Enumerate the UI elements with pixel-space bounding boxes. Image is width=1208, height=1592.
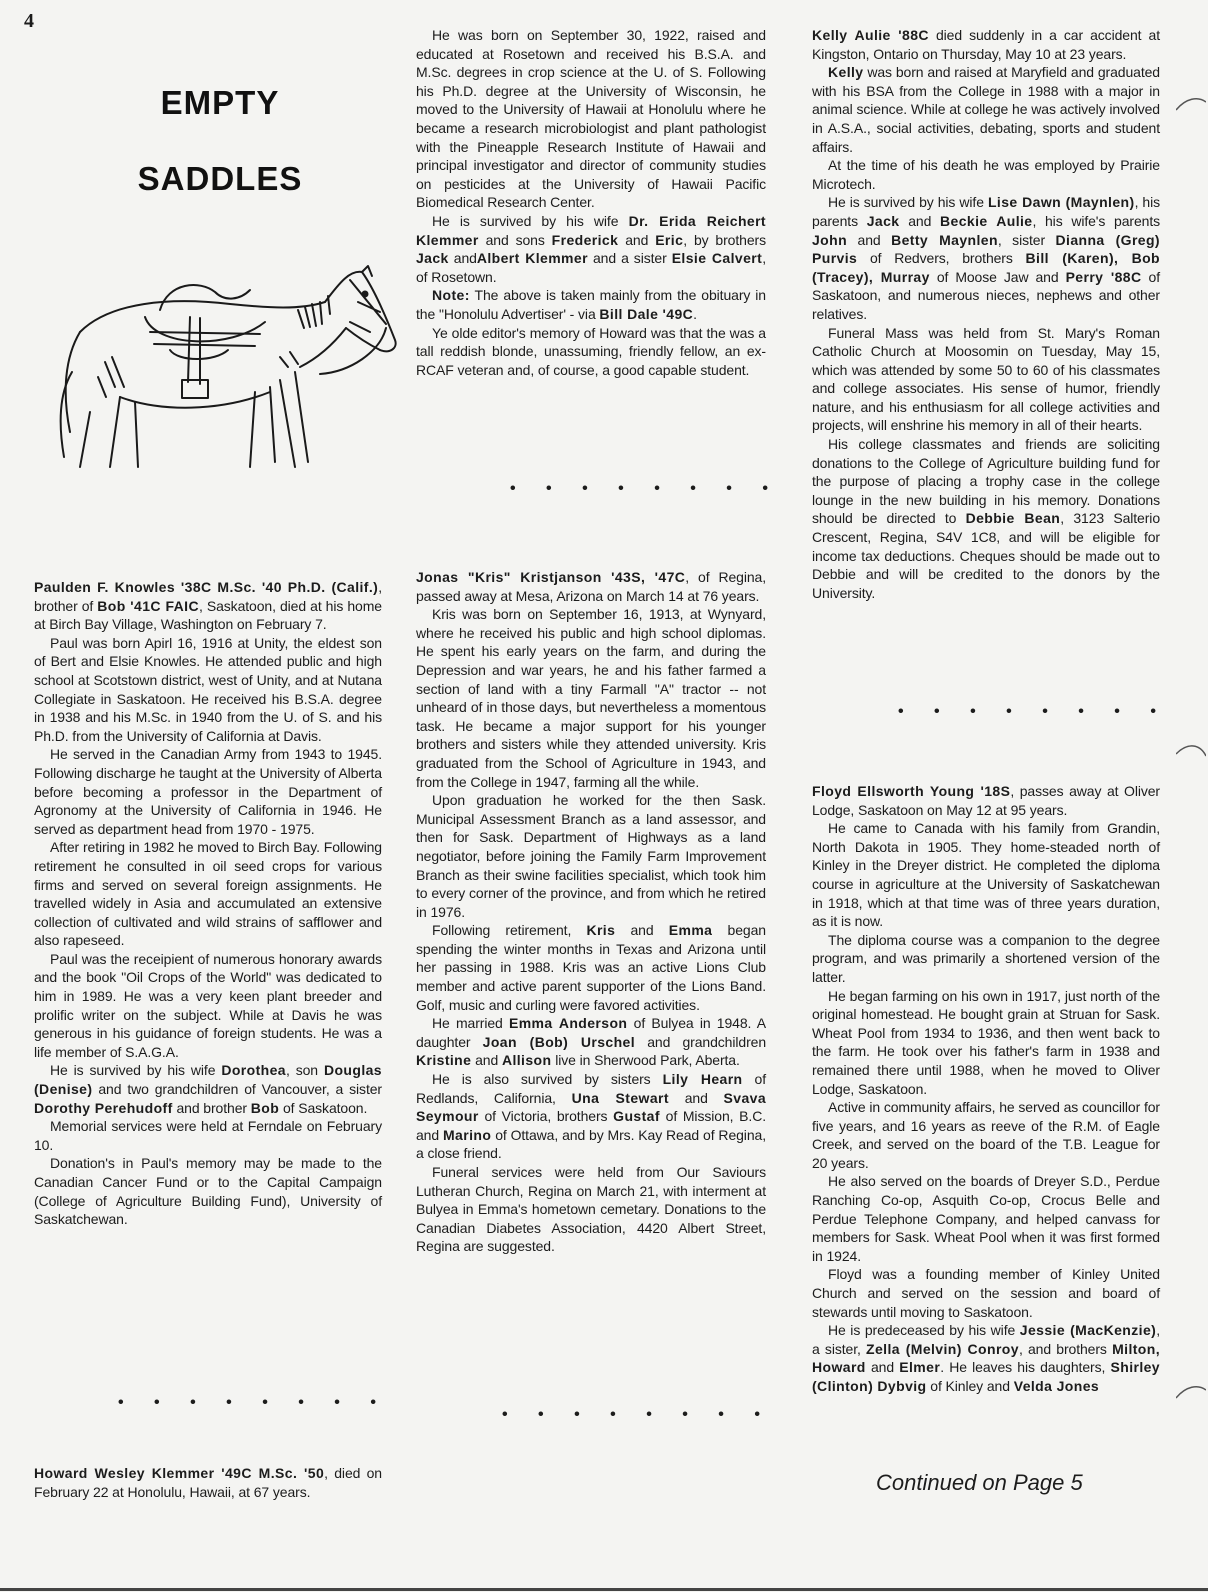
- aulie-paragraph: Funeral Mass was held from St. Mary's Roman Catholic Church at Moosomin on Tuesday, May 15, which was attended by some 50 to 60 of his classmates and college associates. His sense of humor, friendly nature, and his enthusiasm for all college activities and projects, will enshrine his memory in all of their hearts.: [812, 324, 1160, 434]
- person-name: Dianna (Greg) Purvis: [812, 231, 1160, 267]
- person-name: Beckie Aulie: [940, 212, 1033, 229]
- text-run: and: [899, 212, 940, 229]
- text-run: live in Sherwood Park, Aberta.: [551, 1052, 740, 1069]
- aulie-donations: [812, 435, 1160, 602]
- saddled-horse-illustration: [50, 262, 400, 472]
- obituary-klemmer-continued: [416, 26, 766, 379]
- page-edge-curl: [1176, 740, 1206, 762]
- page-number: 4: [24, 10, 34, 32]
- person-name: Lise Dawn (Maynlen): [987, 194, 1135, 211]
- aulie-lead: [812, 26, 1160, 63]
- text-run: He is survived by his wife: [432, 212, 629, 229]
- knowles-lead-text-2: , Saskatoon, died at his home at Birch Bay Village, Washington on February 7.: [34, 597, 382, 633]
- text-run: of Saskatoon, and numerous nieces, nephews and other relatives.: [812, 268, 1161, 322]
- note-label: Note:: [432, 287, 470, 304]
- text-run: , 3123 Salterio Crescent, Regina, S4V 1C8, and will be eligible for income tax deductions. Cheques should be made out to Debbie and will be credited to the donors by the University.: [812, 510, 1160, 601]
- person-name: Svava Seymour: [416, 1089, 767, 1125]
- text-run: and: [448, 250, 477, 267]
- headline-saddles: SADDLES: [137, 160, 303, 197]
- text-run: and: [865, 1359, 900, 1376]
- text-run: and: [615, 922, 669, 939]
- person-name: Dorothea: [221, 1062, 286, 1079]
- person-name: Jack: [866, 212, 900, 229]
- text-run: , sister: [997, 231, 1056, 248]
- person-name: John: [812, 231, 848, 248]
- text-run: of Saskatoon.: [279, 1099, 368, 1116]
- text-run: He is predeceased by his wife: [828, 1322, 1020, 1339]
- young-paragraph: Floyd was a founding member of Kinley United Church and served on the session and board of stewards until moving to Saskatoon.: [812, 1266, 1160, 1320]
- person-name: Emma: [668, 922, 713, 939]
- text-run: , a sister,: [812, 1322, 1160, 1357]
- klemmer-lead: [34, 1464, 382, 1501]
- aulie-paragraph: At the time of his death he was employed by Prairie Microtech.: [812, 157, 1160, 192]
- kristjanson-lead-text: , of Regina, passed away at Mesa, Arizona on March 14 at 76 years.: [416, 569, 766, 604]
- aulie-background: [812, 63, 1160, 156]
- obituary-klemmer-lead: [34, 1464, 382, 1501]
- obituary-aulie: [812, 26, 1160, 602]
- young-paragraph: He came to Canada with his family from Grandin, North Dakota in 1905. They home-steaded north of Kinley in the Dreyer district. He completed the diploma course in agriculture at the University of Saskatchewan in 1918, which at that time was of three years duration, as it is now.: [812, 820, 1160, 930]
- person-name: Jessie (MacKenzie): [1019, 1322, 1157, 1339]
- knowles-lead: [34, 578, 382, 634]
- person-name: Joan (Bob) Urschel: [482, 1033, 636, 1050]
- young-paragraph: He also served on the boards of Dreyer S.D., Perdue Ranching Co-op, Asquith Co-op, Crocus Belle and Perdue Telephone Company, and helped canvass for members for Sask. Wheat Pool when it was first formed in 1924.: [812, 1173, 1160, 1264]
- klemmer-note: [416, 286, 766, 323]
- klemmer-paragraph: Ye olde editor's memory of Howard was that the was a tall reddish blonde, unassuming, friendly fellow, an ex-RCAF veteran and, of course, a good capable student.: [416, 324, 766, 378]
- text-run: He married: [432, 1015, 509, 1032]
- person-name: Bill Dale '49C: [599, 305, 694, 322]
- text-run: and sons: [478, 231, 552, 248]
- text-run: of Ottawa, and by Mrs. Kay Read of Regina, a close friend.: [416, 1126, 766, 1162]
- person-name: Kris: [586, 922, 616, 939]
- klemmer-survivors: [416, 212, 766, 286]
- text-run: of Victoria, brothers: [478, 1108, 614, 1125]
- continued-note: Continued on Page 5: [876, 1470, 1083, 1495]
- text-run: He is survived by his wife: [828, 194, 988, 211]
- separator-dots: • • • • • • • •: [502, 1406, 773, 1423]
- knowles-paragraph: Donation's in Paul's memory may be made to the Canadian Cancer Fund or to the Capital Campaign (College of Agriculture Building Fund), University of Saskatchewan.: [34, 1155, 382, 1228]
- kristjanson-siblings: [416, 1070, 766, 1163]
- headline-empty: EMPTY: [160, 84, 280, 121]
- young-paragraph: He began farming on his own in 1917, just north of the original homestead. He bought grain at Struan for Sask. Wheat Pool from 1934 to 1936, and then went back to the farm. He took over his father's farm in 1938 and remained there until 1988, when he moved to Oliver Lodge, Saskatoon.: [812, 987, 1160, 1097]
- text-run: and a sister: [587, 250, 672, 267]
- person-name: Allison: [501, 1052, 552, 1069]
- text-run: of Moose Jaw and: [929, 268, 1066, 285]
- person-name: Eric: [655, 231, 684, 248]
- text-run: of Mission, B.C. and: [416, 1108, 766, 1143]
- person-name: Lily Hearn: [662, 1071, 743, 1088]
- aulie-name: Kelly Aulie '88C: [812, 27, 929, 43]
- kristjanson-name: Jonas "Kris" Kristjanson '43S, '47C: [416, 569, 686, 585]
- person-name: Milton, Howard: [812, 1340, 1160, 1376]
- text-run: of Bulyea in 1948. A daughter: [416, 1015, 767, 1050]
- person-name: Debbie Bean: [965, 510, 1061, 527]
- text-run: and: [668, 1089, 724, 1106]
- knowles-brother: Bob '41C FAIC: [97, 597, 199, 614]
- knowles-paragraph: Memorial services were held at Ferndale on February 10.: [34, 1118, 382, 1153]
- person-name: Emma Anderson: [508, 1015, 628, 1032]
- kristjanson-family: [416, 1014, 766, 1070]
- person-name: Bob: [250, 1099, 280, 1116]
- text-run: The above is taken mainly from the obituary in the "Honolulu Advertiser' - via: [416, 287, 766, 322]
- person-name: Jack: [416, 250, 449, 267]
- person-name: Zella (Melvin) Conroy: [866, 1340, 1019, 1357]
- person-name: Velda Jones: [1013, 1378, 1100, 1394]
- text-run: of Redvers, brothers: [857, 250, 1026, 267]
- obituary-knowles: [34, 578, 382, 1229]
- person-name: Perry '88C: [1065, 268, 1142, 285]
- klemmer-paragraph: He was born on September 30, 1922, raised and educated at Rosetown and received his B.S.A. and M.Sc. degrees in crop science at the U. of S. Following his Ph.D. degree at the University of Wisconsin, he moved to the University of Hawaii at Honolulu where he became a research microbiologist and plant pathologist with the Pineapple Research Institute of Hawaii and principal investigator and director of community studies on pesticides at the University of Hawaii Pacific Biomedical Research Center.: [416, 27, 766, 211]
- page-edge-curl: [1176, 1380, 1206, 1402]
- person-name: Una Stewart: [571, 1089, 669, 1106]
- person-name: Shirley (Clinton) Dybvig: [812, 1359, 1160, 1394]
- knowles-paragraph: He served in the Canadian Army from 1943 to 1945. Following discharge he taught at the University of Alberta before becoming a professor in the Department of Agronomy at the University of California in 1946. He served as department head from 1970 - 1975.: [34, 746, 382, 837]
- page-bottom-edge: [0, 1588, 1208, 1591]
- person-name: Betty Maynlen: [891, 231, 998, 248]
- text-run: He is survived by his wife: [50, 1062, 222, 1079]
- obituary-kristjanson: [416, 568, 766, 1256]
- text-run: , of Rosetown.: [416, 250, 766, 285]
- text-run: and: [847, 231, 892, 248]
- young-paragraph: Active in community affairs, he served as councillor for five years, and 16 years as reeve of the R.M. of Eagle Creek, and served on the board of the T.B. League for 20 years.: [812, 1099, 1160, 1171]
- kristjanson-paragraph: Upon graduation he worked for the then Sask. Municipal Assessment Branch as a land assessor, and then for Sask. Department of Highways as a land negotiator, before joining the Family Farm Improvement Branch as their swine facilities specialist, which took him to every corner of the province, and from which he retired in 1976.: [416, 792, 766, 920]
- person-name: Dorothy Perehudoff: [34, 1099, 173, 1116]
- text-run: and two grandchildren of Vancouver, a sister: [92, 1081, 382, 1098]
- text-run: , by brothers: [683, 231, 766, 248]
- text-run: and grandchildren: [635, 1033, 767, 1050]
- knowles-lead-text: , brother of: [34, 579, 382, 614]
- young-lead-text: , passes away at Oliver Lodge, Saskatoon on May 12 at 95 years.: [812, 783, 1160, 818]
- text-run: and: [471, 1052, 502, 1069]
- person-name: Bill (Karen), Bob (Tracey), Murray: [812, 250, 1160, 285]
- person-name: Kristine: [416, 1052, 472, 1069]
- knowles-paragraph: Paul was born Apirl 16, 1916 at Unity, the eldest son of Bert and Elsie Knowles. He attended public and high school at Scotstown district, west of Unity, and at Nutana Collegiate in Saskatoon. He received his B.S.A. degree in 1938 and his M.Sc. in 1940 from the U. of S. and his Ph.D. from the University of California at Davis.: [34, 634, 382, 744]
- person-name: Douglas (Denise): [34, 1062, 382, 1098]
- kristjanson-paragraph: Kris was born on September 16, 1913, at Wynyard, where he received his public and high school diplomas. He spent his early years on the farm, and during the Depression and war years, he and his father farmed a section of land with a tiny Farmall "A" tractor -- not unheard of in those days, but nevertheless a momentous task. He became a major support for his younger brothers and sisters while they attended university. Kris graduated from the School of Agriculture in 1943, and from the College in 1947, farming all the while.: [416, 606, 766, 790]
- person-name: Dr. Erida Reichert Klemmer: [416, 212, 766, 248]
- text-run: Following retirement,: [432, 922, 587, 939]
- young-family: [812, 1321, 1160, 1395]
- text-run: , his parents: [812, 194, 1161, 229]
- person-name: Marino: [442, 1126, 492, 1143]
- knowles-paragraph: After retiring in 1982 he moved to Birch Bay. Following retirement he consulted in oil seed crops for various firms and served on several foreign assignments. He travelled widely in Asia and accumulated an extensive collection of cultivated and wild strains of safflower and also rapeseed.: [34, 839, 382, 949]
- kristjanson-retirement: [416, 921, 766, 1014]
- knowles-survivors: [34, 1061, 382, 1117]
- young-name: Floyd Ellsworth Young '18S: [812, 783, 1011, 799]
- klemmer-lead-text: , died on February 22 at Honolulu, Hawaii, at 67 years.: [34, 1465, 382, 1500]
- aulie-lead-text: died suddenly in a car accident at Kingston, Ontario on Thursday, May 10 at 23 years.: [812, 27, 1160, 62]
- text-run: and brother: [172, 1099, 251, 1116]
- person-name: Albert Klemmer: [476, 250, 588, 267]
- knowles-paragraph: Paul was the receipient of numerous honorary awards and the book "Oil Crops of the World" was dedicated to him in 1989. He was a very keen plant breeder and prolific writer on the subject. While at Davis he was generous in his guidance of foreign students. He was a life member of S.A.G.A.: [34, 950, 382, 1060]
- aulie-survivors: [812, 193, 1160, 323]
- kristjanson-lead: [416, 568, 766, 605]
- text-run: of Kinley and: [926, 1378, 1014, 1394]
- person-name: Gustaf: [613, 1108, 660, 1125]
- person-name: Frederick: [551, 231, 619, 248]
- person-name: Elsie Calvert: [671, 250, 763, 267]
- text-run: . He leaves his daughters,: [940, 1359, 1111, 1376]
- young-paragraph: The diploma course was a companion to the degree program, and was primarily a shortened version of the latter.: [812, 931, 1160, 985]
- person-name: Elmer: [899, 1359, 941, 1376]
- separator-dots: • • • • • • • •: [898, 703, 1169, 720]
- text-run: , son: [285, 1062, 324, 1079]
- person-name: Kelly: [828, 64, 864, 81]
- text-run: .: [693, 305, 697, 322]
- text-run: , and brothers: [1018, 1340, 1113, 1357]
- separator-dots: • • • • • • • •: [510, 480, 781, 497]
- text-run: was born and raised at Maryfield and graduated with his BSA from the College in 1988 with a major in animal science. While at college he was actively involved in A.S.A., social activities, debating, sports and student affairs.: [812, 64, 1160, 155]
- text-run: , his wife's parents: [1032, 212, 1161, 229]
- separator-dots: • • • • • • • •: [118, 1394, 389, 1411]
- text-run: His college classmates and friends are soliciting donations to the College of Agriculture building fund for the purpose of placing a trophy case in the college lounge in the new building in his memory. Donations should be directed to: [812, 436, 1160, 527]
- kristjanson-paragraph: Funeral services were held from Our Saviours Lutheran Church, Regina on March 21, with interment at Bulyea in Emma's hometown cemetary. Donations to the Canadian Diabetes Association, 4420 Albert Street, Regina are suggested.: [416, 1164, 766, 1255]
- klemmer-name: Howard Wesley Klemmer '49C M.Sc. '50: [34, 1465, 325, 1481]
- text-run: and: [618, 231, 656, 248]
- obituary-young: [812, 782, 1160, 1396]
- young-lead: [812, 782, 1160, 819]
- knowles-name: Paulden F. Knowles '38C M.Sc. '40 Ph.D. (Calif.): [34, 579, 379, 595]
- page-edge-curl: [1176, 92, 1206, 114]
- text-run: He is also survived by sisters: [432, 1071, 663, 1088]
- text-run: began spending the winter months in Texas and Arizona until her passing in 1988. Kris was an active Lions Club member and active parent supporter of the Lions Band. Golf, music and curling were favored activities.: [416, 922, 766, 1013]
- text-run: of Redlands, California,: [416, 1071, 766, 1106]
